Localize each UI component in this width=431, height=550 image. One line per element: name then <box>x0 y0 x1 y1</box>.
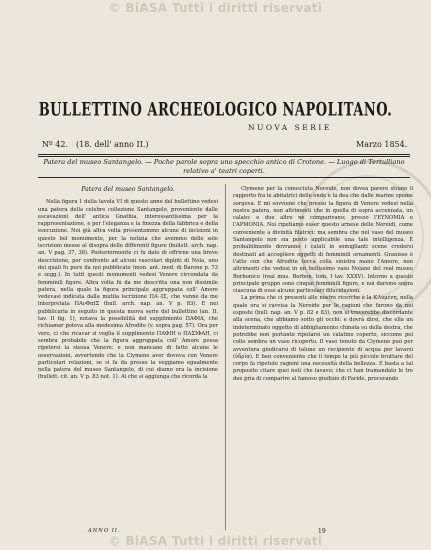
right-column <box>233 186 413 531</box>
contents-summary: Patera del museo Santangelo. — Poche parole sopra uno specchio antico di Crotone. — Luogo di Tertulliano relativo a' teatri coperti. <box>43 158 405 175</box>
issue-date: Marzo 1854. <box>356 140 408 149</box>
right-paragraph: Clymene per la conosciuta Nereide, non dovea parere strano il rapporto fra le abitatrici delle onde e la dea che dalle marine spume sorgeva. E mi sovviene che presso la figura di Venere vedesi nella nostra patera, non altrimenti che in quella di sopra accennata, un calato: e due altre ne comparivano; presso l'ΕΥΝΟΜΙΑ e l'ΑΡΜΟΝΙΑ. Noi ripetiamo esser questo arnese delle Nereidi, come conveniente a divinità filatrici: ma sembra che nel vaso del museo Santangelo non sia posto applicabile una tale intelligenza. È probabilmente dovranno i calati in somiglianti scene credersi destinati ad accogliere oggetti di femminili ornamenti. Granisso è l'atto con che Afrodite tocca colla sinistra mano l'Amore, non altrimenti che vedesi in un bellissimo vaso Nolano del real museo Borbonico (real mus. Borbon. tom. I tav. XXXV). Intorno a questo principale gruppo sono cinque femminili figure, e noi daremo sopra ciascuna di esse alcune particolari dilucidazioni. <box>233 186 414 295</box>
left-column <box>38 186 218 531</box>
contents-rule <box>38 177 410 178</box>
footer-signature-number: 19 <box>318 528 326 535</box>
header-rule-thin <box>38 156 410 157</box>
right-paragraph: La prima che ci presenti alle nostre ricerche è la ΚΛυμένη, nella quale ora si ravvisa la Nereide per le ragioni che furono da noi esposte (bull. nap. an. V p. 82 e 83), non si troverebbe discordante alla scena, che abbiamo sotto gli occhi: e dovrà dirsi, che ella un indeterminato oggetto di abbigliamento chinata su della destra, che potrebbe non pertanto riputarsi un calatino coperto, siccome pel collo sembra un vaso ricoperto. Il vaso tenuto da Clymene può per avventura giudicarsi di taluno un recipiente di acqua per lavarsi (ὑδρία). E ben conveniente che il tempo la più piccole bruttare del corpo fa ripetute ragioni una necessità della bellezza. E basta a tal proposito citare quei noti che lavavo; che ci han tramandato le tre dee pria di comparire al famoso giudizio di Paride, procurando <box>233 295 413 382</box>
series-label: NUOVA SERIE <box>248 123 332 132</box>
issue-year: (18. dell' anno II.) <box>76 140 149 149</box>
left-paragraph: Nella figura 1 della tavola VI di questo anno del bullettino vedesi una patera della celebre collezione Santangelo, proveniente dalle escavazioni dell' antica Gnathia, interessantissima per la rappresentazione, e per l'eleganza e la finezza della fabbrica e della esecuzione. Noi già altra volta presentammo alcune di incisioni in questo bel monumento, per la notizia che avemmo delle sole iscrizioni messe al disopra delle differenti figure (bullett. arch. nap. an. V pag. 37, 38). Posteriormente ci fu dato di offrirne una breve descrizione, per confronto ad alcuni vascolari dipinti di Nola, uno dei quali fu pure da noi pubblicato (mon. ant. ined. di Barone p. 73 e segg.). In tutti questi monumenti vedesi Venere circondata da femminili figure. Altra volta fu da me descritta una non dissimile patera, nella quale la figura principale aggruppata coll' Amore vedevasi indicata dalla mutila iscrizione ΠΑ··ΙΣ, che venne da me interpretata ΠΑνΦαΙΣ (bull. arch. nap. an. V p. 83). E nei pubblicarla in seguito in questa nuova serie del bullettino (an. II. tav. II fig. 1), notava la possibilità del supplimento ΠΑΦΙΑ, che richiamar poteva alla medesima Afrodite (v. sopra pag. 57). Ora per vero, ci che ricavar si voglia il supplimento ΠΑΦΙΗ o ΠΑΣΙΦΑΗ, ci sembra probabile che la figura aggruppata coll' Amore possa ripetersi la stessa Venere: e non mancano di fatto alcune le osservazioni, avvertendo che la Clymene aver doveva con Venere particolari relazioni, se si fa da presso la veggiamo egualmente nella patera del museo Santangelo, di cui diamo ora la incisione (bullett. cit. an. V p. 83 not. 1). Al che si aggiunga che ricorda la <box>38 199 218 381</box>
copyright-watermark-top: © BiASA Tutti i diritti riservati <box>108 1 323 15</box>
header-rule-thick <box>38 154 410 155</box>
column-divider <box>225 184 226 530</box>
bulletin-title: BULLETTINO ARCHEOLOGICO NAPOLITANO. <box>38 100 393 121</box>
issue-info-line <box>38 140 410 152</box>
article-heading: Patera del museo Santangelo. <box>81 186 175 193</box>
issue-number: Nº 42. <box>42 140 69 149</box>
copyright-watermark-bottom: © BiASA Tutti i diritti riservati <box>108 534 323 548</box>
footer-year: ANNO II. <box>88 528 121 534</box>
